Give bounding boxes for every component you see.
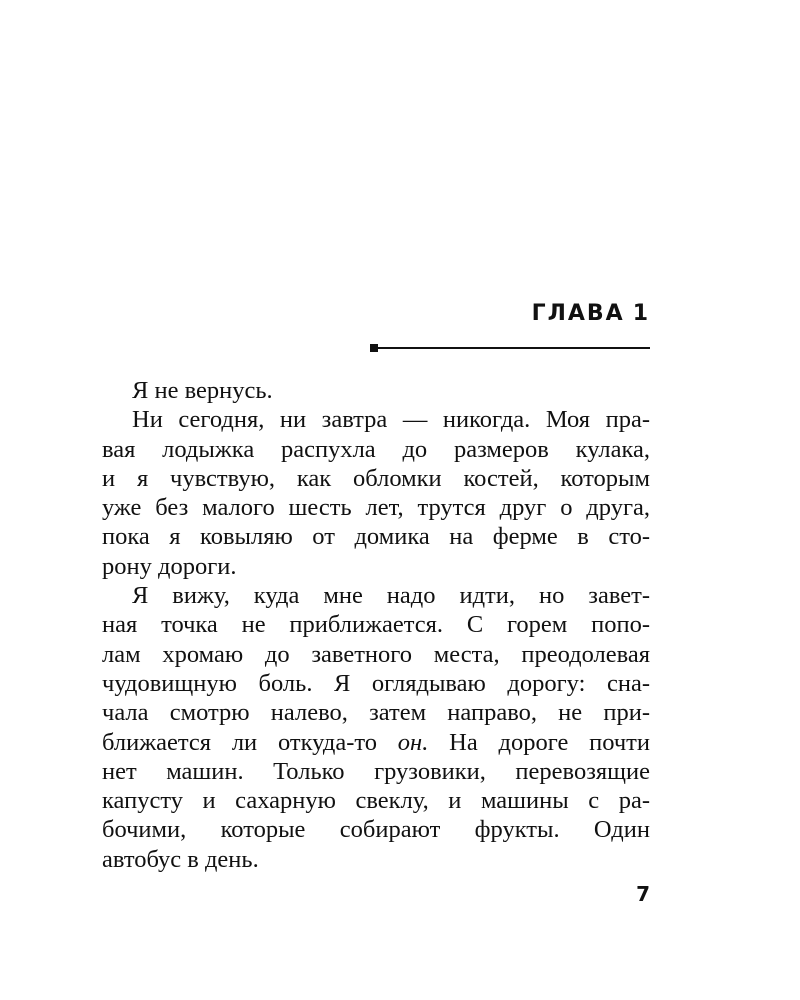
text-line: бочими, которые собирают фрукты. Один bbox=[102, 816, 650, 844]
text-line: уже без малого шесть лет, трутся друг о друга, bbox=[102, 494, 650, 522]
text-line: вая лодыжка распухла до размеров кулака, bbox=[102, 435, 650, 463]
text-line: лам хромаю до заветного места, преодолевая bbox=[102, 640, 650, 668]
chapter-heading bbox=[532, 301, 650, 326]
heading-rule bbox=[376, 347, 650, 349]
text-line: Ни сегодня, ни завтра — никогда. Моя пра- bbox=[132, 406, 650, 434]
text-line: нет машин. Только грузовики, перевозящие bbox=[102, 757, 650, 785]
text-line bbox=[102, 728, 650, 757]
text-line: рону дороги. bbox=[102, 552, 237, 580]
chapter-number: 1 bbox=[632, 301, 650, 326]
italic-word: он. bbox=[397, 728, 429, 756]
text-run: На дороге почти bbox=[428, 728, 650, 756]
text-line: Я не вернусь. bbox=[132, 377, 273, 404]
text-line: автобус в день. bbox=[102, 845, 259, 873]
page-number: 7 bbox=[636, 882, 650, 906]
text-line: капусту и сахарную свеклу, и машины с ра- bbox=[102, 787, 650, 815]
text-line: Я вижу, куда мне надо идти, но завет- bbox=[132, 582, 650, 610]
text-run: ближается ли откуда-то bbox=[102, 728, 398, 756]
text-line: и я чувствую, как обломки костей, которым bbox=[102, 464, 650, 492]
text-line: чудовищную боль. Я оглядываю дорогу: сна- bbox=[102, 669, 650, 697]
text-line: ная точка не приближается. С горем попо- bbox=[102, 611, 650, 639]
text-line: чала смотрю налево, затем направо, не при- bbox=[102, 699, 650, 727]
chapter-body-text bbox=[102, 376, 650, 874]
chapter-label: ГЛАВА bbox=[531, 301, 625, 326]
text-line: пока я ковыляю от домика на ферме в сто- bbox=[102, 523, 650, 551]
